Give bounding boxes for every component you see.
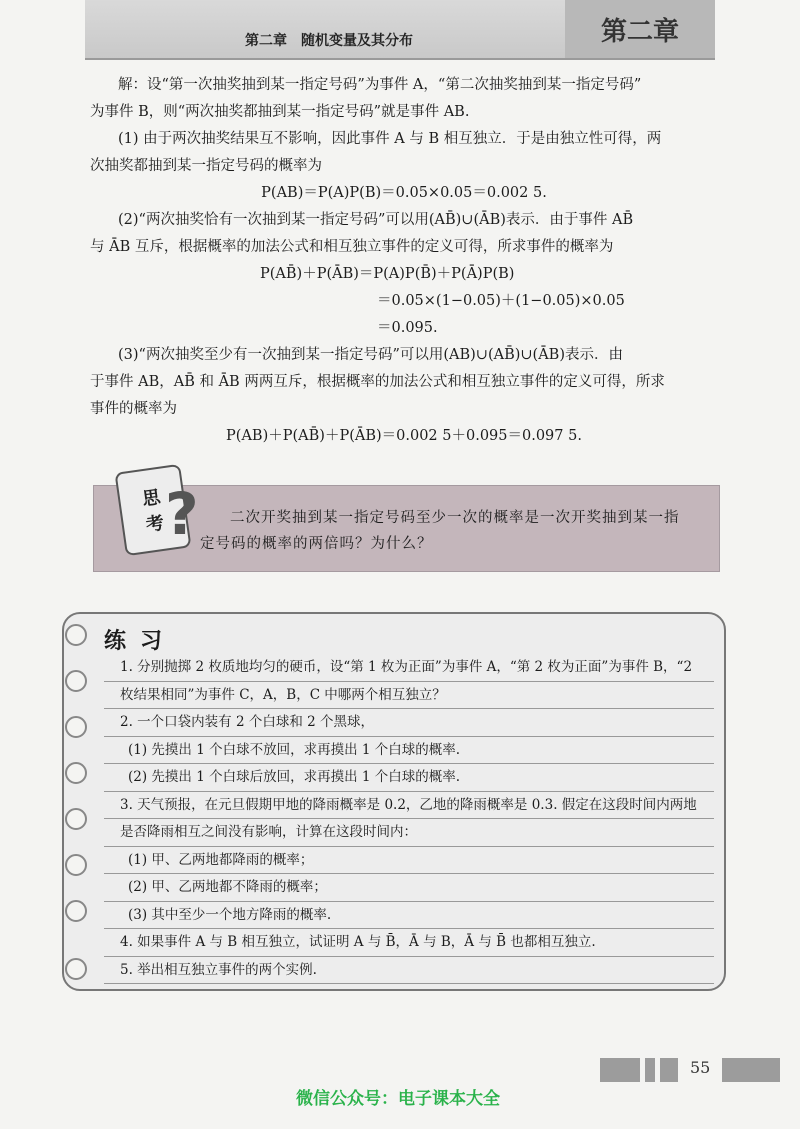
footer-bar <box>600 1058 640 1082</box>
exercise-line: 3. 天气预报，在元旦假期甲地的降雨概率是 0.2，乙地的降雨概率是 0.3. 假定在这段时间内两地 <box>104 792 714 820</box>
think-line-1: 二次开奖抽到某一指定号码至少一次的概率是一次开奖抽到某一指 <box>230 510 680 526</box>
formula-2-line2: ＝0.05×(1−0.05)＋(1−0.05)×0.05 <box>377 293 625 309</box>
exercise-line: (1) 先摸出 1 个白球不放回，求再摸出 1 个白球的概率. <box>104 737 714 765</box>
formula-2-line1: P(AB̄)＋P(ĀB)＝P(A)P(B̄)＋P(Ā)P(B) <box>260 266 515 282</box>
part2-line2: 与 ĀB 互斥，根据概率的加法公式和相互独立事件的定义可得，所求事件的概率为 <box>90 239 614 255</box>
think-line-2: 定号码的概率的两倍吗？为什么？ <box>200 536 433 552</box>
binder-ring-icon <box>65 808 87 830</box>
part1-line2: 次抽奖都抽到某一指定号码的概率为 <box>90 158 322 174</box>
exercise-title: 练习 <box>104 629 177 654</box>
page-number: 55 <box>690 1058 711 1077</box>
part1-line1: (1) 由于两次抽奖结果互不影响，因此事件 A 与 B 相互独立．于是由独立性可得，两 <box>118 131 662 147</box>
formula-3: P(AB)＋P(AB̄)＋P(ĀB)＝0.002 5＋0.095＝0.097 5. <box>226 428 582 444</box>
part2-line1: (2)“两次抽奖恰有一次抽到某一指定号码”可以用(AB̄)∪(ĀB)表示．由于事件 AB̄ <box>118 212 634 228</box>
exercise-line: (3) 其中至少一个地方降雨的概率. <box>104 902 714 930</box>
exercise-line: (1) 甲、乙两地都降雨的概率； <box>104 847 714 875</box>
solution-intro-2: 为事件 B，则“两次抽奖都抽到某一指定号码”就是事件 AB. <box>90 104 470 120</box>
binder-ring-icon <box>65 762 87 784</box>
formula-1: P(AB)＝P(A)P(B)＝0.05×0.05＝0.002 5. <box>261 185 547 201</box>
solution-content <box>90 72 718 450</box>
footer-bar <box>645 1058 655 1082</box>
question-mark-icon: ? <box>165 480 199 548</box>
think-icon-char-2: 考 <box>144 512 166 537</box>
watermark: 微信公众号：电子课本大全 <box>296 1089 500 1109</box>
exercise-line: (2) 先摸出 1 个白球后放回，求再摸出 1 个白球的概率. <box>104 764 714 792</box>
exercise-line: 枚结果相同”为事件 C，A，B，C 中哪两个相互独立？ <box>104 682 714 710</box>
formula-2-line3: ＝0.095. <box>377 320 438 336</box>
exercise-line: (2) 甲、乙两地都不降雨的概率； <box>104 874 714 902</box>
exercise-line: 是否降雨相互之间没有影响，计算在这段时间内： <box>104 819 714 847</box>
footer-bar <box>722 1058 780 1082</box>
binder-ring-icon <box>65 624 87 646</box>
exercise-line: 4. 如果事件 A 与 B 相互独立，试证明 A 与 B̄，Ā 与 B，Ā 与 B̄ 也都相互独立. <box>104 929 714 957</box>
think-icon-char-1: 思 <box>141 486 162 511</box>
binder-ring-icon <box>65 716 87 738</box>
exercise-line: 5. 举出相互独立事件的两个实例. <box>104 957 714 985</box>
binder-ring-icon <box>65 958 87 980</box>
exercise-list <box>104 654 714 984</box>
part3-line1: (3)“两次抽奖至少有一次抽到某一指定号码”可以用(AB)∪(AB̄)∪(ĀB)表示．由 <box>118 347 623 363</box>
think-question <box>200 505 710 557</box>
chapter-header <box>85 0 715 60</box>
binder-ring-icon <box>65 900 87 922</box>
binder-ring-icon <box>65 670 87 692</box>
exercise-panel <box>62 612 726 991</box>
exercise-line: 1. 分别抛掷 2 枚质地均匀的硬币，设“第 1 枚为正面”为事件 A，“第 2 枚为正面”为事件 B，“2 <box>104 654 714 682</box>
part3-line3: 事件的概率为 <box>90 401 177 417</box>
footer-bar <box>660 1058 678 1082</box>
header-title: 第二章 随机变量及其分布 <box>245 33 413 49</box>
exercise-line: 2. 一个口袋内装有 2 个白球和 2 个黑球， <box>104 709 714 737</box>
part3-line2: 于事件 AB，AB̄ 和 ĀB 两两互斥，根据概率的加法公式和相互独立事件的定义可得，所求 <box>90 374 665 390</box>
chapter-label: 第二章 <box>565 0 715 58</box>
binder-ring-icon <box>65 854 87 876</box>
solution-intro-1: 解：设“第一次抽奖抽到某一指定号码”为事件 A，“第二次抽奖抽到某一指定号码” <box>118 77 642 93</box>
